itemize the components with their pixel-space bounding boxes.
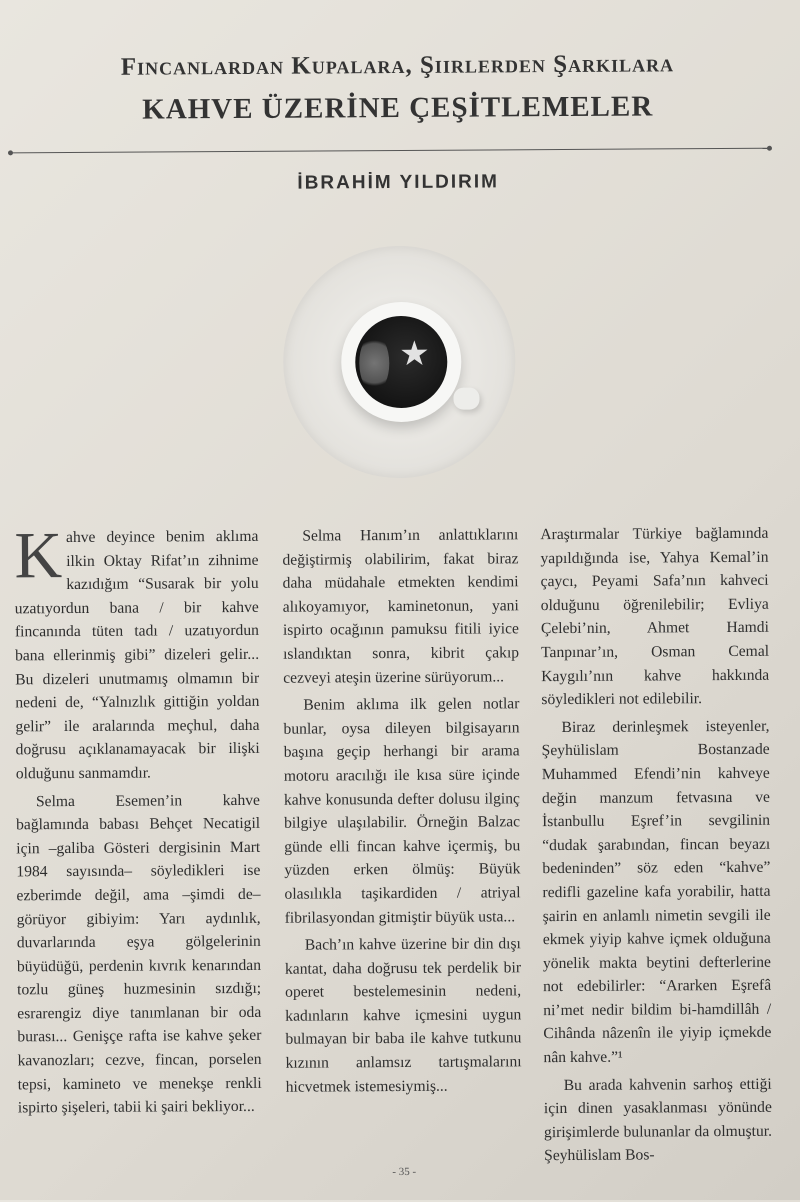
text-column-1: [14, 519, 262, 1120]
title-divider: [10, 148, 770, 154]
paragraph: Bach’ın kahve üzerine bir din dışı kantat, daha doğrusu tek perdelik bir operet bestelemesinin nedeni, kadınların kahve içmesini uygun bulmayan bir baba ile kahve tutkunu kızının anlamsız tartışmalarını hicvetmek istemesiymiş...: [284, 935, 522, 1096]
paragraph: [14, 519, 260, 786]
page-number: - 35 -: [392, 1165, 417, 1179]
article-title-line2: KAHVE ÜZERİNE ÇEŞİTLEMELER: [142, 90, 654, 126]
paragraph: Araştırmalar Türkiye bağlamında yapıldığında ise, Yahya Kemal’in çaycı, Peyami Safa’nın kahveci olduğunu öğrenilebilir; Evliya Çelebi’nin, Ahmet Hamdi Tanpınar’ın, Osman Cemal Kaygılı’nın kahve hakkında söyledikleri not edilebilir.: [540, 524, 770, 709]
paragraph: Benim aklıma ilk gelen notlar bunlar, oysa dileyen bilgisayarın başına geçip herhangi bir arama motoru aracılığı ile kısa süre içinde kahve konusunda defter dolusu ilginç bilgiye ulaşılabilir. Örneğin Balzac günde elli fincan kahve içermiş, bu yüzden erken ölmüş: Büyük olasılıkla taşikardiden / atriyal fibrilasyondan gitmiştir büyük usta...: [283, 695, 521, 927]
text-column-3: [540, 522, 772, 1168]
coffee-surface: [355, 316, 448, 409]
coffee-cup-photo: [283, 245, 516, 478]
star-icon: ★: [399, 335, 430, 374]
cup-handle: [453, 388, 479, 410]
paragraph: Bu arada kahvenin sarhoş ettiği için dinen yasaklanması yönünde girişimlerde bulunanlar da olmuştur. Şeyhülislam Bos-: [543, 1075, 773, 1165]
text-column-2: [282, 523, 522, 1099]
paragraph: Selma Esemen’in kahve bağlamında babası Behçet Necatigil için –galiba Gösteri dergisinin Mart 1984 sayısında– söyledikleri ise ezberimde değil, ama –şimdi de– görüyor gibiyim: Yarı aydınlık, duvarlarında eşya gölgelerinin büyüdüğü, perdenin kıvrık kenarından tozlu güneş huzmesinin sızdığı; esrarengiz diye tanımlanan bir oda burası... Genişçe rafta ise kahve şeker kavanozları; cezve, fincan, porselen tepsi, kamineto ve menekşe renkli ispirto şişeleri, tabii ki şairi bekliyor...: [16, 791, 262, 1117]
article-title-line1: Fincanlardan Kupalara, Şiirlerden Şarkılara: [120, 50, 675, 81]
paragraph: Biraz derinleşmek isteyenler, Şeyhülislam Bostanzade Muhammed Efendi’nin kahveye değin manzum fetvasına ve İstanbullu Eşref’in sevgilinin “dudak şarabından, fincan beyazı bedeninden” söz eden “kahve” redifli gazeline kafa yorabilir, hatta şairin en anlamlı nimetin sevgili ile ekmek yiyip kahve içmek olduğuna yönelik makta beytini defterlerine not edebilirler: “Ararken Eşrefâ ni’met nedir bildim bi-hamdillâh / Cihânda nâzenîn ile yiyip içmekde nân kahve.”¹: [541, 717, 772, 1067]
drop-cap: K: [14, 519, 63, 593]
paragraph-text: ahve deyince benim aklıma ilkin Oktay Rifat’ın zihnime kazıdığım “Susarak bir yolu uzatıyordun bana / bir kahve fincanında tüten tadı / uzatıyordun bana ellerinmiş gibi” dizeleri gelir... Bu dizeleri unutmamış olmamın bir nedeni de, “Yalnızlık gittiğin yoldan gelir” ile aralarında meçhul, daha doğrusu açıklanamayacak bir ilişki olduğunu sanmamdır.: [14, 527, 260, 783]
coffee-foam: [359, 334, 389, 392]
coffee-cup: [341, 302, 462, 423]
paragraph: Selma Hanım’ın anlattıklarını değiştirmiş olabilirim, fakat biraz daha müdahale etmekten kendimi alıkoyamıyor, kaminetonun, yani ispirto ocağının pamuksu fitili iyice ıslandıktan sonra, kibrit çakıp cezveyi ateşin üzerine sürüyorum...: [282, 526, 520, 687]
author-name: İBRAHİM YILDIRIM: [297, 171, 500, 194]
